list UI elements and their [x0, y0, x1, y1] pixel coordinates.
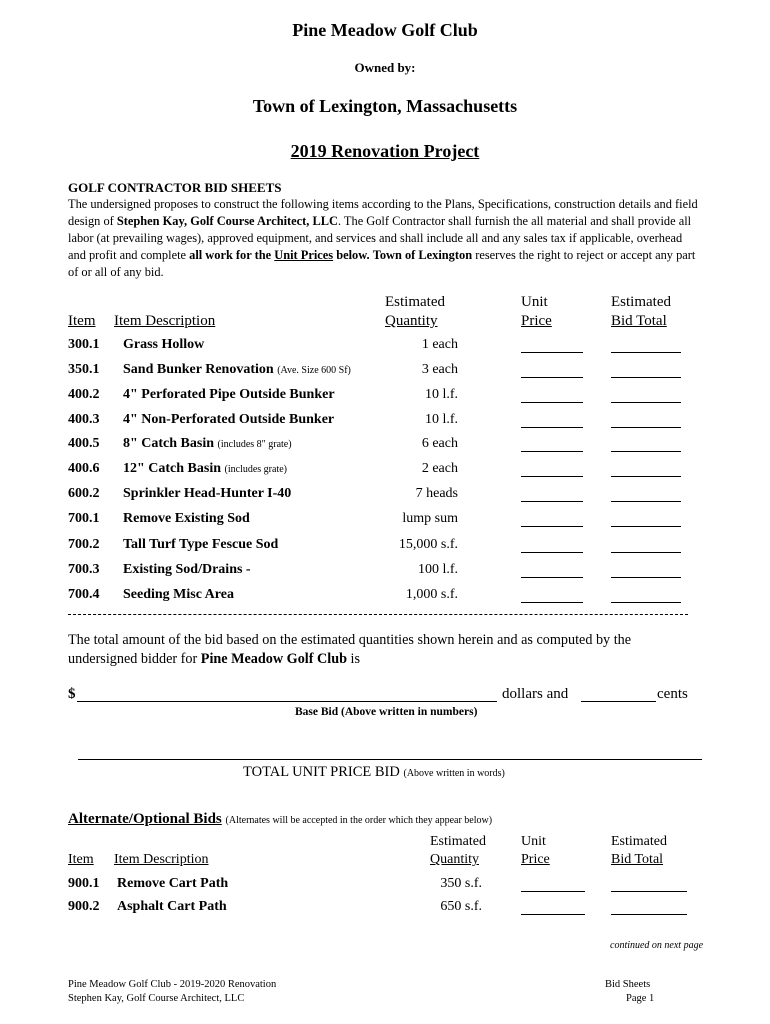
bid-total-blank[interactable]	[611, 463, 681, 477]
alternate-item-row	[0, 899, 770, 919]
col-unit-top: Unit	[521, 294, 548, 310]
words-blank[interactable]	[78, 759, 702, 760]
alt-col-qty-top: Estimated	[430, 834, 486, 849]
bid-total-blank[interactable]	[611, 539, 681, 553]
item-quantity: 350 s.f.	[440, 876, 482, 891]
item-number: 900.1	[68, 876, 100, 891]
bid-total-blank[interactable]	[611, 339, 681, 353]
bid-total-blank[interactable]	[611, 488, 681, 502]
item-description: 12" Catch Basin (includes grate)	[123, 461, 287, 476]
item-description: 4" Non-Perforated Outside Bunker	[123, 412, 335, 427]
project-title: 2019 Renovation Project	[290, 141, 480, 161]
alt-col-qty-bottom: Quantity	[430, 852, 479, 867]
bid-total-blank[interactable]	[611, 438, 681, 452]
item-number: 400.2	[68, 387, 100, 402]
item-description: Seeding Misc Area	[123, 587, 234, 602]
alternate-item-row	[0, 876, 770, 896]
alt-col-total-top: Estimated	[611, 834, 667, 849]
bid-item-row	[0, 387, 770, 407]
dollars-blank[interactable]	[77, 701, 497, 702]
item-description: 4" Perforated Pipe Outside Bunker	[123, 387, 335, 402]
item-quantity: 100 l.f.	[417, 562, 458, 577]
col-item: Item	[68, 313, 96, 329]
item-number: 400.6	[68, 461, 100, 476]
alt-col-unit-bottom: Price	[521, 852, 550, 867]
unit-price-blank[interactable]	[521, 389, 583, 403]
unit-price-blank[interactable]	[521, 339, 583, 353]
bid-item-row	[0, 587, 770, 607]
unit-price-blank[interactable]	[521, 364, 583, 378]
item-quantity: 15,000 s.f.	[398, 537, 458, 552]
item-quantity: 650 s.f.	[440, 899, 482, 914]
item-quantity: 1 each	[421, 337, 458, 352]
item-quantity: 2 each	[421, 461, 458, 476]
footer-left-2: Stephen Kay, Golf Course Architect, LLC	[68, 993, 245, 1004]
bid-item-row	[0, 412, 770, 432]
item-quantity: 7 heads	[415, 486, 458, 501]
total-amount-text: The total amount of the bid based on the estimated quantities shown herein and as computed by the undersigned bidder for Pine Meadow Golf Club is	[68, 632, 632, 667]
dashed-divider	[68, 614, 688, 615]
bid-total-blank[interactable]	[611, 414, 681, 428]
bid-total-blank[interactable]	[611, 589, 681, 603]
cents-label: cents	[657, 686, 688, 702]
bid-item-row	[0, 337, 770, 357]
bid-item-row	[0, 511, 770, 531]
footer-right-1: Bid Sheets	[605, 979, 651, 990]
item-quantity: 6 each	[421, 436, 458, 451]
col-total-bottom: Bid Total	[611, 313, 667, 329]
unit-price-blank[interactable]	[521, 878, 585, 892]
item-quantity: 1,000 s.f.	[405, 587, 458, 602]
item-number: 900.2	[68, 899, 100, 914]
unit-price-blank[interactable]	[521, 589, 583, 603]
item-number: 400.3	[68, 412, 100, 427]
bid-item-row	[0, 362, 770, 382]
col-qty-top: Estimated	[385, 294, 445, 310]
bid-total-blank[interactable]	[611, 389, 681, 403]
alt-col-total-bottom: Bid Total	[611, 852, 664, 867]
col-description: Item Description	[114, 313, 216, 329]
base-bid-label: Base Bid (Above written in numbers)	[295, 706, 478, 718]
bid-total-blank[interactable]	[611, 878, 687, 892]
owner-name: Town of Lexington, Massachusetts	[252, 96, 518, 116]
col-qty-bottom: Quantity	[385, 313, 438, 329]
unit-price-blank[interactable]	[521, 414, 583, 428]
item-number: 700.1	[68, 511, 100, 526]
footer-right-2: Page 1	[626, 993, 655, 1004]
item-description: Sand Bunker Renovation (Ave. Size 600 Sf)	[123, 362, 351, 377]
dollars-label: dollars and	[502, 686, 569, 702]
intro-paragraph: The undersigned proposes to construct the following items according to the Plans, Specifications, construction details and field design of Stephen Kay, Golf Course Architect, LLC. The Golf Contractor shall furnish the all material and shall provide all labor (at prevailing wages), approved equipment, and services and shall include all and any sales tax if applicable, overhead and profit and complete all work for the Unit Prices below. Town of Lexington reserves the right to reject or accept any part of or all of any bid.	[68, 197, 698, 279]
owned-by-label: Owned by:	[354, 60, 416, 75]
unit-price-blank[interactable]	[521, 513, 583, 527]
item-number: 600.2	[68, 486, 100, 501]
item-quantity: 10 l.f.	[424, 412, 458, 427]
item-number: 700.3	[68, 562, 100, 577]
bid-item-row	[0, 461, 770, 481]
alternates-heading: Alternate/Optional Bids (Alternates will be accepted in the order which they appear below)	[68, 811, 493, 827]
bid-sheets-heading: GOLF CONTRACTOR BID SHEETS	[68, 180, 282, 195]
col-total-top: Estimated	[611, 294, 671, 310]
bid-item-row	[0, 537, 770, 557]
bid-total-blank[interactable]	[611, 513, 681, 527]
unit-price-blank[interactable]	[521, 564, 583, 578]
bid-total-blank[interactable]	[611, 564, 681, 578]
item-description: Existing Sod/Drains -	[123, 562, 251, 577]
continued-note: continued on next page	[610, 940, 704, 951]
col-unit-bottom: Price	[521, 313, 552, 329]
item-description: Remove Cart Path	[117, 876, 229, 891]
unit-price-blank[interactable]	[521, 463, 583, 477]
item-number: 300.1	[68, 337, 100, 352]
item-quantity: 3 each	[421, 362, 458, 377]
item-description: Sprinkler Head-Hunter I-40	[123, 486, 292, 501]
bid-total-blank[interactable]	[611, 364, 681, 378]
footer-left-1: Pine Meadow Golf Club - 2019-2020 Renovation	[68, 979, 277, 990]
unit-price-blank[interactable]	[521, 539, 583, 553]
item-quantity: 10 l.f.	[424, 387, 458, 402]
total-unit-price-label: TOTAL UNIT PRICE BID (Above written in words)	[243, 764, 505, 780]
cents-blank[interactable]	[581, 701, 656, 702]
bid-item-row	[0, 486, 770, 506]
alt-col-description: Item Description	[114, 852, 209, 867]
item-number: 700.2	[68, 537, 100, 552]
unit-price-blank[interactable]	[521, 901, 585, 915]
item-number: 400.5	[68, 436, 100, 451]
item-description: 8" Catch Basin (includes 8" grate)	[123, 436, 292, 451]
bid-item-row	[0, 562, 770, 582]
club-name: Pine Meadow Golf Club	[292, 20, 478, 40]
item-description: Tall Turf Type Fescue Sod	[123, 537, 279, 552]
item-description: Remove Existing Sod	[123, 511, 250, 526]
bid-item-row	[0, 436, 770, 456]
unit-price-blank[interactable]	[521, 488, 583, 502]
item-quantity: lump sum	[402, 511, 458, 526]
alt-col-item: Item	[68, 852, 94, 867]
dollar-sign: $	[68, 686, 76, 702]
item-number: 700.4	[68, 587, 100, 602]
item-number: 350.1	[68, 362, 100, 377]
item-description: Grass Hollow	[123, 337, 205, 352]
bid-total-blank[interactable]	[611, 901, 687, 915]
item-description: Asphalt Cart Path	[117, 899, 227, 914]
unit-price-blank[interactable]	[521, 438, 583, 452]
alt-col-unit-top: Unit	[521, 834, 546, 849]
